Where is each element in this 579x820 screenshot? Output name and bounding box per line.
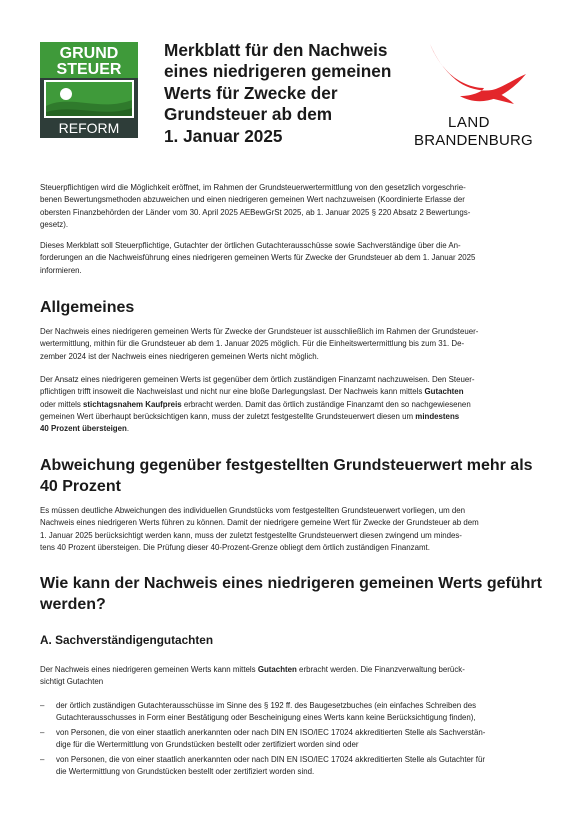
text-span: pflichtigen trifft insoweit die Nachweislast und nicht nur eine bloße Darlegungslast. Der Nachweis kann mittels: [40, 387, 425, 397]
text-line: der örtlich zuständigen Gutachterausschüsse im Sinne des § 192 ff. des Baugesetzbuches (ein einfaches Schreiben des: [56, 701, 477, 710]
text-span: .: [126, 424, 130, 434]
bold-text: Gutachten: [257, 665, 297, 674]
bullet-dash: –: [40, 755, 45, 764]
title-line: Grundsteuer ab dem: [164, 104, 333, 125]
logo-word-grund: GRUND: [59, 45, 119, 62]
section-heading-abweichung: [40, 456, 533, 497]
text-line: sichtigt Gutachten: [40, 677, 104, 687]
section-heading-nachweis: [40, 574, 542, 615]
intro-paragraph: [40, 182, 540, 231]
eagle-icon: [422, 40, 530, 106]
text-line: forderungen an die Nachweisführung eines niedrigeren gemeinen Werts für Zwecke der Grundsteuer ab dem 1. Januar 2025: [40, 253, 476, 263]
text-line: Gutachterausschusses in Form einer Bestätigung oder Bescheinigung eines Werts kann keine Berücksichtigung finden),: [56, 713, 476, 723]
text-line: tens 40 Prozent übersteigen. Die Prüfung dieser 40-Prozent-Grenze obliegt dem örtlich zuständigen Finanzamt.: [40, 542, 430, 552]
text-span: gemeinen Wert überhaupt berücksichtigen kann, muss der zuletzt festgestellte Grundsteuerwert diesen um: [40, 411, 416, 421]
text-line: [40, 399, 540, 411]
text-line: Der Nachweis eines niedrigeren gemeinen Werts für Zwecke der Grundsteuer ist ausschließlich im Rahmen der Grundsteuer-: [40, 327, 479, 336]
heading-text: Allgemeines: [40, 299, 135, 316]
title-line: eines niedrigeren gemeinen: [164, 61, 392, 82]
text-line: Nachweis eines niedrigeren Werts führen zu können. Damit der niedrigere gemeine Wert für Zwecke der Grundsteuer ab dem: [40, 518, 479, 528]
text-line: zember 2024 ist der Nachweis eines niedrigeren gemeinen Werts nicht möglich.: [40, 351, 319, 361]
text-line: von Personen, die von einer staatlich anerkannten oder nach DIN EN ISO/IEC 17024 akkreditierten Stelle als Gutachter für: [56, 755, 485, 764]
text-line: [40, 664, 540, 676]
bold-text: mindestens: [415, 411, 460, 421]
heading-line: Abweichung gegenüber festgestellten Grundsteuerwert mehr als: [40, 457, 533, 474]
subheading-sachverstaendigengutachten: A. Sachverständigengutachten: [40, 633, 214, 647]
allgemeines-paragraph-2: [40, 374, 540, 435]
text-line: obersten Finanzbehörden der Länder vom 30. April 2025 AEBewGrSt 2025, ab 1. Januar 2025 § 220 Absatz 2 Bewertungs-: [40, 207, 471, 217]
heading-line: 40 Prozent: [40, 477, 121, 495]
text-span: erbracht werden. Damit das örtlich zuständige Finanzamt den so nachgewiesenen: [181, 399, 471, 409]
bullet-dash: –: [40, 728, 45, 737]
text-line: Dieses Merkblatt soll Steuerpflichtige, Gutachter der örtlichen Gutachterausschüsse sowie Sachverständige über die An-: [40, 241, 461, 250]
text-span: oder mittels: [40, 399, 83, 409]
logo-word-land: LAND: [448, 114, 491, 131]
text-line: wertermittlung, mithin für die Grundsteuer ab dem 1. Januar 2025 möglich. Für die Einheitswertermittlung bis zum 31. De-: [40, 339, 465, 349]
text-line: [40, 386, 540, 398]
text-line: Es müssen deutliche Abweichungen des individuellen Grundstücks vom festgestellten Grundsteuerwert vorliegen, um den: [40, 506, 466, 515]
bold-text: Gutachten: [424, 387, 464, 397]
bold-text: 40 Prozent übersteigen: [40, 424, 127, 434]
text-span: Der Nachweis eines niedrigeren gemeinen Werts kann mittels: [40, 665, 258, 674]
title-line: Merkblatt für den Nachweis: [164, 40, 388, 60]
text-line: 1. Januar 2025 berücksichtigt werden kann, muss der zuletzt festgestellte Grundsteuerwert diesen zwingend um mindes-: [40, 530, 462, 540]
intro-paragraph-2: [40, 240, 540, 277]
heading-line: Wie kann der Nachweis eines niedrigeren gemeinen Werts geführt: [40, 575, 542, 592]
grundsteuer-logo-graphic: [40, 42, 138, 138]
bold-text: stichtagsnahem Kaufpreis: [82, 399, 182, 409]
logo-word-steuer: STEUER: [56, 61, 122, 78]
text-line: [40, 423, 540, 435]
heading-line: werden?: [40, 595, 106, 613]
title-line: 1. Januar 2025: [164, 125, 283, 146]
section-heading-allgemeines: [40, 298, 134, 319]
allgemeines-paragraph-1: [40, 326, 540, 363]
text-line: Steuerpflichtigen wird die Möglichkeit eröffnet, im Rahmen der Grundsteuerwertermittlung von den gesetzlich vorgeschrie-: [40, 183, 466, 192]
page-title: [164, 40, 409, 147]
text-line: gesetz).: [40, 219, 69, 229]
nachweis-paragraph: [40, 664, 540, 689]
land-brandenburg-logo: [410, 40, 550, 149]
text-line: dige für die Wertermittlung von Grundstücken bestellt oder zertifiziert worden sind oder: [56, 740, 359, 750]
text-span: erbracht werden. Die Finanzverwaltung berück-: [296, 665, 465, 674]
text-line: die Wertermittlung von Grundstücken bestellt oder zertifiziert worden sind.: [56, 767, 315, 777]
text-line: Der Ansatz eines niedrigeren gemeinen Werts ist gegenüber dem örtlich zuständigen Finanzamt nachzuweisen. Den Steuer-: [40, 375, 475, 384]
logo-word-brandenburg: BRANDENBURG: [414, 132, 533, 149]
text-line: informieren.: [40, 265, 82, 275]
abweichung-paragraph: [40, 505, 540, 554]
title-line: Werts für Zwecke der: [164, 82, 338, 103]
bullet-dash: –: [40, 701, 45, 710]
text-line: benen Bewertungsmethoden abzuweichen und einen niedrigeren gemeinen Wert nachzuweisen (Koordinierte Erlasse der: [40, 195, 465, 205]
logo-word-reform: REFORM: [58, 120, 120, 136]
text-line: von Personen, die von einer staatlich anerkannten oder nach DIN EN ISO/IEC 17024 akkreditierten Stelle als Sachverstän-: [56, 728, 486, 737]
text-line: [40, 411, 540, 423]
grundsteuer-reform-logo: [40, 42, 138, 138]
